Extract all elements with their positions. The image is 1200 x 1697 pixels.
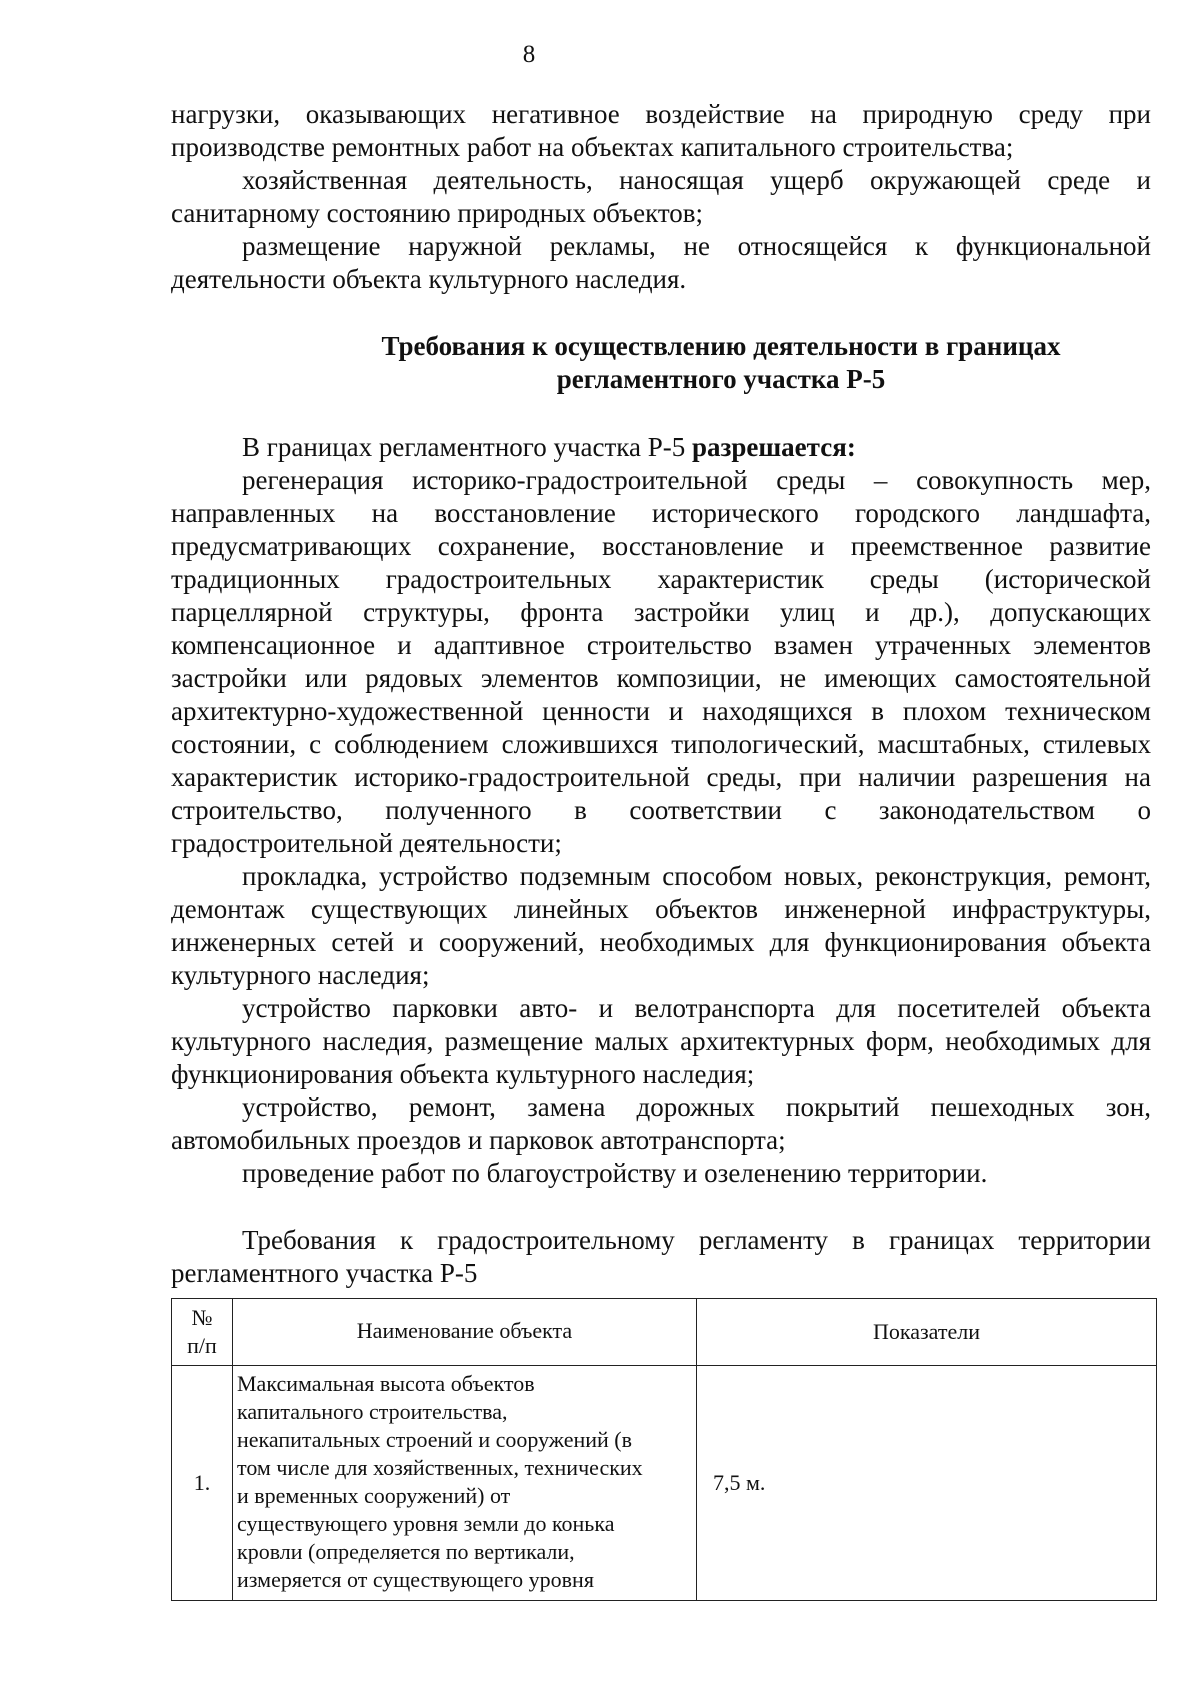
paragraph: размещение наружной рекламы, не относящейся к функциональной деятельности объекта культурного наследия. [171, 231, 1151, 294]
paragraph: нагрузки, оказывающих негативное воздействие на природную среду при производстве ремонтных работ на объектах капитального строительства; [171, 99, 1151, 162]
cell-text-line: том числе для хозяйственных, технических [237, 1455, 643, 1480]
cell-text-line: некапитальных строений и сооружений (в [237, 1427, 632, 1452]
header-number-line: п/п [187, 1333, 217, 1358]
paragraph: устройство, ремонт, замена дорожных покрытий пешеходных зон, автомобильных проездов и парковок автотранспорта; [171, 1092, 1151, 1155]
paragraph: прокладка, устройство подземным способом новых, реконструкция, ремонт, демонтаж существующих линейных объектов инженерной инфраструктуры, инженерных сетей и сооружений, необходимых для функционирования объекта культурного наследия; [171, 861, 1151, 990]
section-heading-line: регламентного участка Р-5 [556, 364, 886, 394]
section-heading [171, 330, 1151, 396]
table-caption: Требования к градостроительному регламенту в границах территории регламентного участка Р-5 [171, 1225, 1151, 1288]
cell-text-line: Максимальная высота объектов [237, 1371, 535, 1396]
document-body [171, 98, 1151, 1290]
header-object-name: Наименование объекта [233, 1299, 697, 1366]
cell-text-line: существующего уровня земли до конька [237, 1511, 615, 1536]
header-number [172, 1299, 233, 1366]
header-number-line: № [191, 1305, 213, 1330]
paragraph: регенерация историко-градостроительной среды – совокупность мер, направленных на восстановление исторического городского ландшафта, предусматривающих сохранение, восстановление и преемственное развитие традиционных градостроительных характеристик среды (исторической парцеллярной структуры, фронта застройки улиц и др.), допускающих компенсационное и адаптивное строительство взамен утраченных элементов застройки или рядовых элементов композиции, не имеющих самостоятельной архитектурно-художественной ценности и находящихся в плохом техническом состоянии, с соблюдением сложившихся типологический, масштабных, стилевых характеристик историко-градостроительной среды, при наличии разрешения на строительство, полученного в соответствии с законодательством о градостроительной деятельности; [171, 465, 1151, 858]
paragraph: проведение работ по благоустройству и озеленению территории. [242, 1158, 988, 1188]
intro-bold-text: разрешается: [692, 432, 856, 462]
cell-text-line: измеряется от существующего уровня [237, 1567, 594, 1592]
paragraph: устройство парковки авто- и велотранспорта для посетителей объекта культурного наследия, размещение малых архитектурных форм, необходимых для функционирования объекта культурного наследия; [171, 993, 1151, 1089]
cell-number: 1. [172, 1366, 233, 1601]
cell-indicator-value: 7,5 м. [697, 1366, 1157, 1601]
table-row [172, 1366, 1157, 1601]
cell-text-line: и временных сооружений) от [237, 1483, 511, 1508]
intro-text: В границах регламентного участка Р-5 [242, 432, 693, 462]
cell-object-name [233, 1366, 697, 1601]
section-heading-line: Требования к осуществлению деятельности в границах [381, 331, 1061, 361]
table-header-row [172, 1299, 1157, 1366]
header-indicators: Показатели [697, 1299, 1157, 1366]
cell-text-line: капитального строительства, [237, 1399, 508, 1424]
paragraph: хозяйственная деятельность, наносящая ущерб окружающей среде и санитарному состоянию природных объектов; [171, 165, 1151, 228]
cell-text-line: кровли (определяется по вертикали, [237, 1539, 575, 1564]
page-number: 8 [522, 41, 536, 68]
regulation-table [171, 1298, 1157, 1601]
intro-paragraph [171, 431, 1151, 464]
